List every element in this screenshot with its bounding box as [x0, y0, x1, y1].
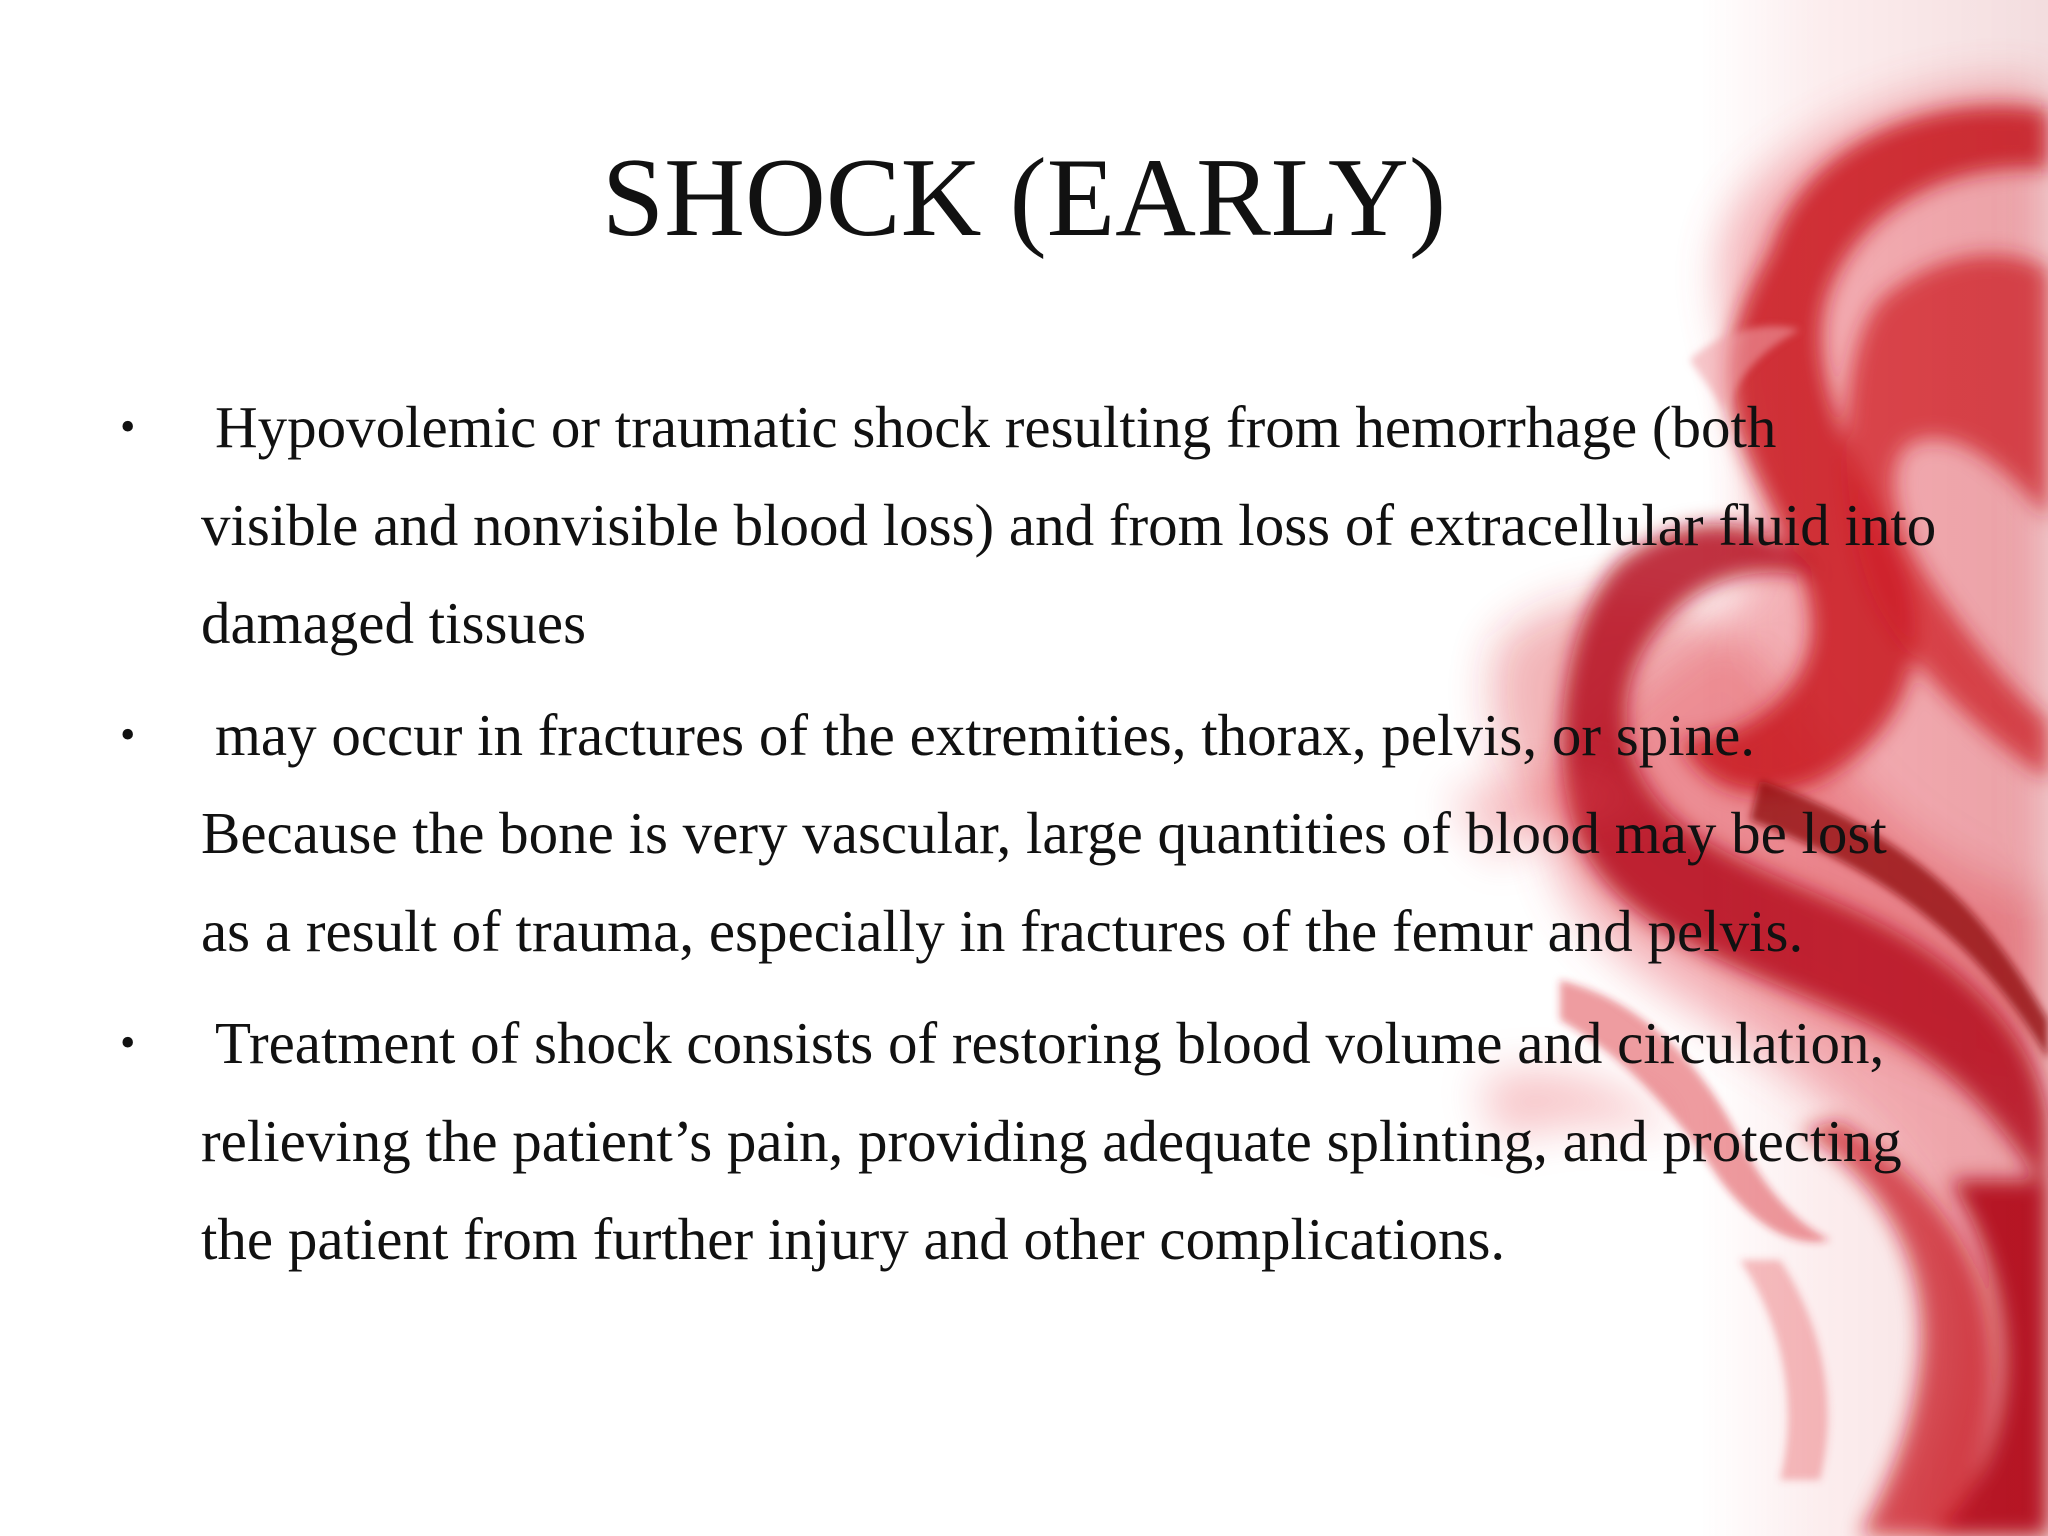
slide-title: SHOCK (EARLY) [601, 136, 1447, 260]
bullet-text [201, 686, 1940, 980]
bullet-marker: • [120, 402, 136, 451]
bullet-text-content: Hypovolemic or traumatic shock resulting from hemorrhage (both visible and nonvisible blood loss) and from loss of extracellular fluid into damaged tissues [201, 394, 1937, 656]
bullet-list [120, 378, 1940, 1302]
bullet-text [201, 994, 1940, 1288]
bullet-text-content: Treatment of shock consists of restoring blood volume and circulation, relieving the patient’s pain, providing adequate splinting, and protecting the patient from further injury and other complications. [201, 1010, 1902, 1272]
bullet-text-content: may occur in fractures of the extremities, thorax, pelvis, or spine. Because the bone is very vascular, large quantities of blood may be lost as a result of trauma, especially in fractures of the femur and pelvis. [201, 702, 1887, 964]
bullet-marker: • [120, 710, 136, 759]
bullet-item [120, 378, 1940, 672]
bullet-marker: • [120, 1018, 136, 1067]
bullet-item [120, 686, 1940, 980]
bullet-text [201, 378, 1940, 672]
bullet-item [120, 994, 1940, 1288]
